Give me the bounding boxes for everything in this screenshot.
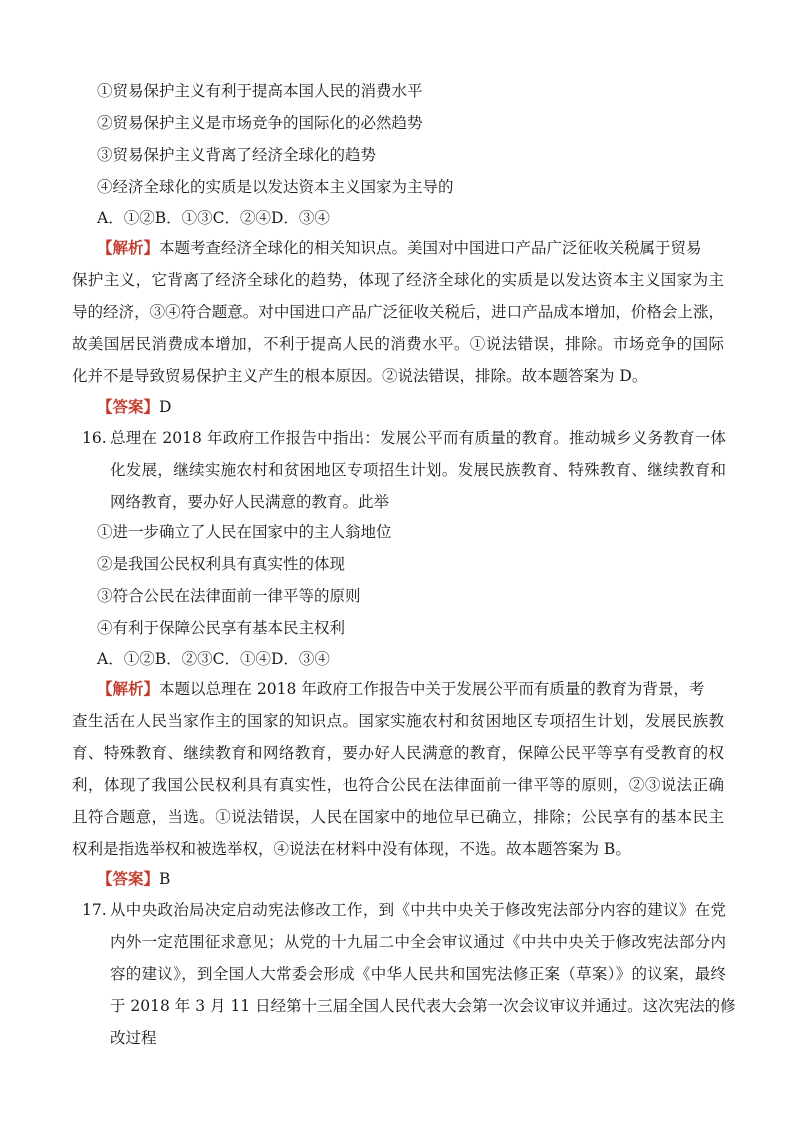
q15-analysis-line-5: 化并不是导致贸易保护主义产生的根本原因。②说法错误，排除。故本题答案为 D。 [72,367,648,385]
q17-stem-line-5: 改过程 [110,1029,157,1047]
q16-option-2: ②是我国公民权利具有真实性的体现 [97,555,346,573]
q16-analysis-line-2: 查生活在人民当家作主的国家的知识点。国家实施农村和贫困地区专项招生计划，发展民族教 [72,712,724,730]
q15-option-2: ②贸易保护主义是市场竞争的国际化的必然趋势 [97,114,423,132]
q16-choices: A．①②B．②③C．①④D．③④ [97,650,330,668]
q16-number: 16. [82,429,107,447]
q17-number: 17. [82,901,107,919]
q15-analysis-first-line [97,237,723,259]
q15-option-4: ④经济全球化的实质是以发达资本主义国家为主导的 [97,178,454,196]
q16-analysis-line-1: 本题以总理在 2018 年政府工作报告中关于发展公平而有质量的教育为背景，考 [159,680,705,698]
q16-stem-line-3: 网络教育，要办好人民满意的教育。此举 [110,493,390,511]
q16-analysis-first-line [97,678,723,700]
q16-answer [97,868,170,890]
q17-stem-line-4: 于 2018 年 3 月 11 日经第十三届全国人民代表大会第一次会议审议并通过。这次宪法的修 [110,997,736,1015]
q17-stem-line-1: 从中央政治局决定启动宪法修改工作，到《中共中央关于修改宪法部分内容的建议》在党 [110,901,726,919]
q15-analysis-line-4: 故美国居民消费成本增加，不利于提高人民的消费水平。①说法错误，排除。市场竞争的国际 [72,335,724,353]
q16-stem-line-1: 总理在 2018 年政府工作报告中指出：发展公平而有质量的教育。推动城乡义务教育一体 [110,429,726,447]
q15-analysis-line-3: 导的经济，③④符合题意。对中国进口产品广泛征收关税后，进口产品成本增加，价格会上涨， [72,303,724,321]
q15-option-1: ①贸易保护主义有利于提高本国人民的消费水平 [97,82,423,100]
q16-analysis-line-4: 利，体现了我国公民权利具有真实性，也符合公民在法律面前一律平等的原则，②③说法正确 [72,776,724,794]
q15-answer-value: D [159,398,172,416]
q15-analysis-line-2: 保护主义，它背离了经济全球化的趋势，体现了经济全球化的实质是以发达资本主义国家为主 [72,271,724,289]
q16-option-4: ④有利于保障公民享有基本民主权利 [97,619,346,637]
q16-option-3: ③符合公民在法律面前一律平等的原则 [97,587,361,605]
q15-analysis-tag: 【解析】 [97,238,160,257]
q15-answer [97,396,171,418]
q16-analysis-tag: 【解析】 [97,679,160,698]
q15-choices: A．①②B．①③C．②④D．③④ [97,209,330,227]
q16-answer-tag: 【答案】 [97,869,160,888]
q16-analysis-line-3: 育、特殊教育、继续教育和网络教育，要办好人民满意的教育，保障公民平等享有受教育的权 [72,744,724,762]
q15-option-3: ③贸易保护主义背离了经济全球化的趋势 [97,146,377,164]
q16-option-1: ①进一步确立了人民在国家中的主人翁地位 [97,523,392,541]
q17-stem-line-3: 容的建议》，到全国人大常委会形成《中华人民共和国宪法修正案（草案）》的议案，最终 [110,965,726,983]
q16-analysis-line-6: 权利是指选举权和被选举权，④说法在材料中没有体现，不选。故本题答案为 B。 [72,840,631,858]
q15-answer-tag: 【答案】 [97,397,160,416]
q16-answer-value: B [159,870,171,888]
q15-analysis-line-1: 本题考查经济全球化的相关知识点。美国对中国进口产品广泛征收关税属于贸易 [159,239,702,257]
q16-stem-line-2: 化发展，继续实施农村和贫困地区专项招生计划。发展民族教育、特殊教育、继续教育和 [110,461,726,479]
q17-stem-line-2: 内外一定范围征求意见；从党的十九届二中全会审议通过《中共中央关于修改宪法部分内 [110,933,726,951]
q16-analysis-line-5: 且符合题意，当选。①说法错误，人民在国家中的地位早已确立，排除；公民享有的基本民主 [72,808,724,826]
